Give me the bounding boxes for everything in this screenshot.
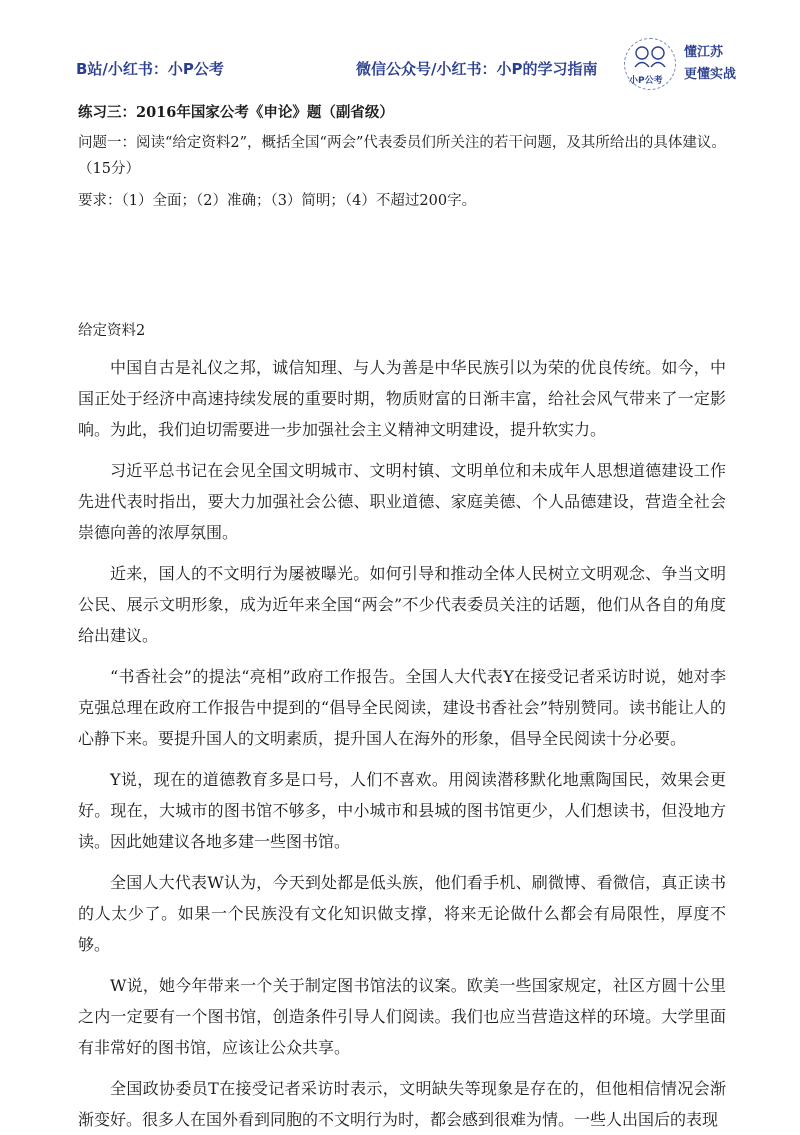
- material-paragraph: 习近平总书记在会见全国文明城市、文明村镇、文明单位和未成年人思想道德建设工作先进代表时指出，要大力加强社会公德、职业道德、家庭美德、个人品德建设，营造全社会崇德向善的浓厚氛围。: [78, 461, 726, 542]
- logo-subtitle: 小P公考: [629, 76, 663, 86]
- logo-slogan-line1: 懂江苏: [684, 45, 724, 60]
- logo-figures-icon: [625, 39, 675, 73]
- brand-logo: [624, 38, 766, 96]
- logo-slogan-line2: 更懂实战: [684, 67, 737, 82]
- material-paragraph: 中国自古是礼仪之邦，诚信知理、与人为善是中华民族引以为荣的优良传统。如今，中国正处于经济中高速持续发展的重要时期，物质财富的日渐丰富，给社会风气带来了一定影响。为此，我们迫切需要进一步加强社会主义精神文明建设，提升软实力。: [78, 358, 726, 439]
- document-body: [78, 100, 726, 1135]
- material-paragraph: Y说，现在的道德教育多是口号，人们不喜欢。用阅读潜移默化地熏陶国民，效果会更好。现在，大城市的图书馆不够多，中小城市和县城的图书馆更少，人们想读书，但没地方读。因此她建议各地多建一些图书馆。: [78, 770, 726, 851]
- page-header: [0, 0, 800, 100]
- material-paragraph: “书香社会”的提法“亮相”政府工作报告。全国人大代表Y在接受记者采访时说，她对李克强总理在政府工作报告中提到的“倡导全民阅读，建设书香社会”特别赞同。读书能让人的心静下来。要提升国人的文明素质，提升国人在海外的形象，倡导全民阅读十分必要。: [78, 667, 726, 748]
- material-paragraph: 近来，国人的不文明行为屡被曝光。如何引导和推动全体人民树立文明观念、争当文明公民、展示文明形象，成为近年来全国“两会”不少代表委员关注的话题，他们从各自的角度给出建议。: [78, 564, 726, 645]
- material-paragraph: 全国人大代表W认为，今天到处都是低头族，他们看手机、刷微博、看微信，真正读书的人太少了。如果一个民族没有文化知识做支撑，将来无论做什么都会有局限性，厚度不够。: [78, 873, 726, 954]
- material-paragraph: W说，她今年带来一个关于制定图书馆法的议案。欧美一些国家规定，社区方圆十公里之内一定要有一个图书馆，创造条件引导人们阅读。我们也应当营造这样的环境。大学里面有非常好的图书馆，应该让公众共享。: [78, 976, 726, 1057]
- material-paragraph: 全国政协委员T在接受记者采访时表示，文明缺失等现象是存在的，但他相信情况会渐渐变好。很多人在国外看到同胞的不文明行为时，都会感到很难为情。一些人出国后的表现: [78, 1079, 726, 1129]
- material-title: 给定资料2: [78, 323, 146, 339]
- logo-slogan: [684, 42, 736, 86]
- header-channel-left: B站/小红书：小P公考: [76, 60, 224, 78]
- question-text: 问题一：阅读“给定资料2”，概括全国“两会”代表委员们所关注的若干问题，及其所给出的具体建议。（15分）: [78, 135, 726, 177]
- exercise-title: 练习三：2016年国家公考《申论》题（副省级）: [78, 104, 394, 121]
- header-channel-right: 微信公众号/小红书：小P的学习指南: [356, 60, 598, 78]
- requirements-text: 要求：（1）全面；（2）准确；（3）简明；（4）不超过200字。: [78, 193, 477, 209]
- logo-badge-icon: [624, 38, 676, 90]
